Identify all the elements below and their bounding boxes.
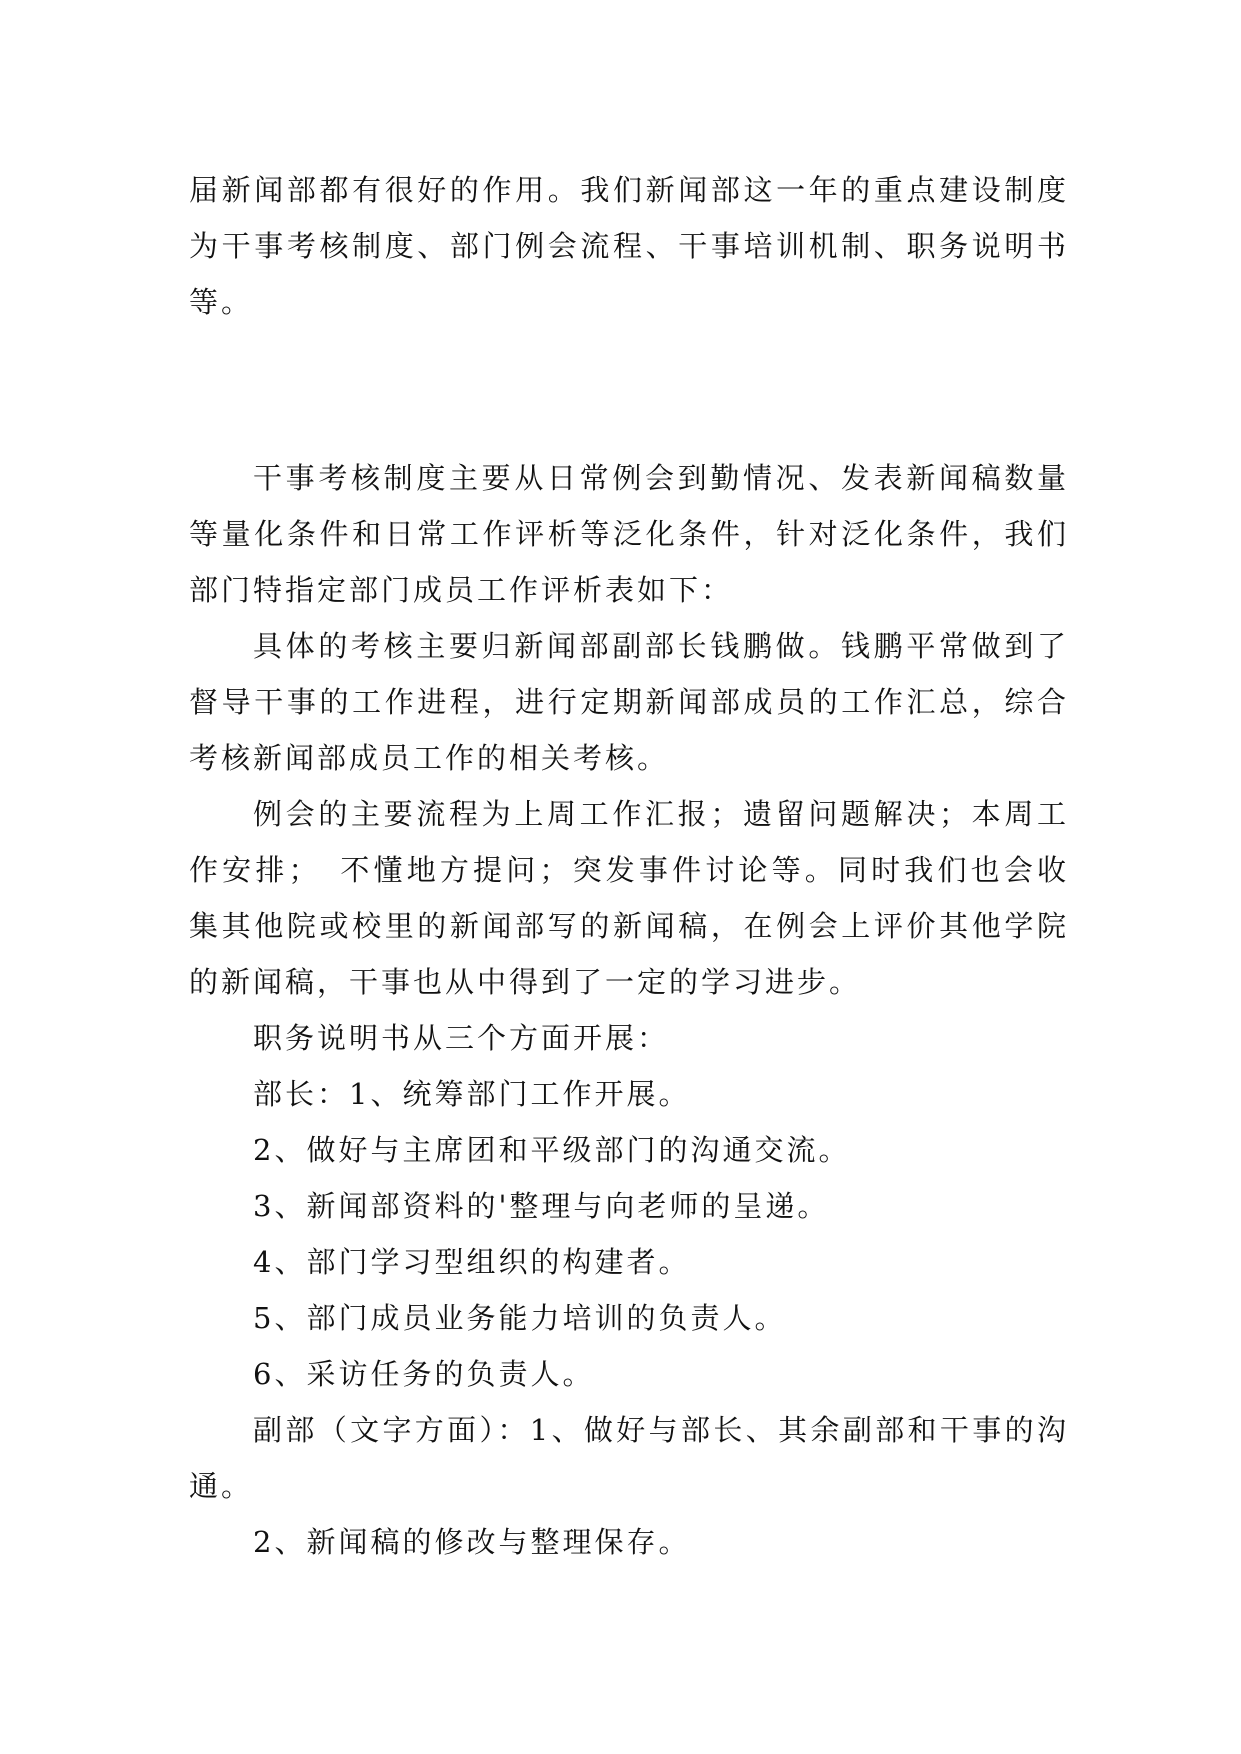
list-item-minister-6: 6、采访任务的负责人。 <box>253 1357 595 1391</box>
paragraph-job-description-intro: 职务说明书从三个方面开展： <box>253 1021 670 1055</box>
list-item-minister-4: 4、部门学习型组织的构建者。 <box>253 1245 691 1279</box>
list-item-minister-3: 3、新闻部资料的'整理与向老师的呈递。 <box>253 1189 830 1223</box>
list-item-vice-minister-1: 副部（文字方面）：1、做好与部长、其余副部和干事的沟通。 <box>189 1413 1069 1503</box>
paragraph-continuation: 届新闻部都有很好的作用。我们新闻部这一年的重点建设制度为干事考核制度、部门例会流程、干事培训机制、职务说明书等。 <box>189 173 1069 319</box>
list-item-minister-5: 5、部门成员业务能力培训的负责人。 <box>253 1301 787 1335</box>
paragraph-meeting-process: 例会的主要流程为上周工作汇报；遗留问题解决；本周工作安排； 不懂地方提问；突发事件讨论等。同时我们也会收集其他院或校里的新闻部写的新闻稿，在例会上评价其他学院的新闻稿，干事也从中得到了一定的学习进步。 <box>189 797 1069 999</box>
paragraph-assessment-system: 干事考核制度主要从日常例会到勤情况、发表新闻稿数量等量化条件和日常工作评析等泛化条件，针对泛化条件，我们部门特指定部门成员工作评析表如下： <box>189 461 1069 607</box>
list-item-minister-2: 2、做好与主席团和平级部门的沟通交流。 <box>253 1133 851 1167</box>
paragraph-spacing <box>189 330 1069 450</box>
document-body <box>189 162 1069 1570</box>
list-item-vice-minister-2: 2、新闻稿的修改与整理保存。 <box>253 1525 691 1559</box>
paragraph-assessment-owner: 具体的考核主要归新闻部副部长钱鹏做。钱鹏平常做到了督导干事的工作进程，进行定期新闻部成员的工作汇总，综合考核新闻部成员工作的相关考核。 <box>189 629 1069 775</box>
list-item-minister-1: 部长：1、统筹部门工作开展。 <box>253 1077 691 1111</box>
